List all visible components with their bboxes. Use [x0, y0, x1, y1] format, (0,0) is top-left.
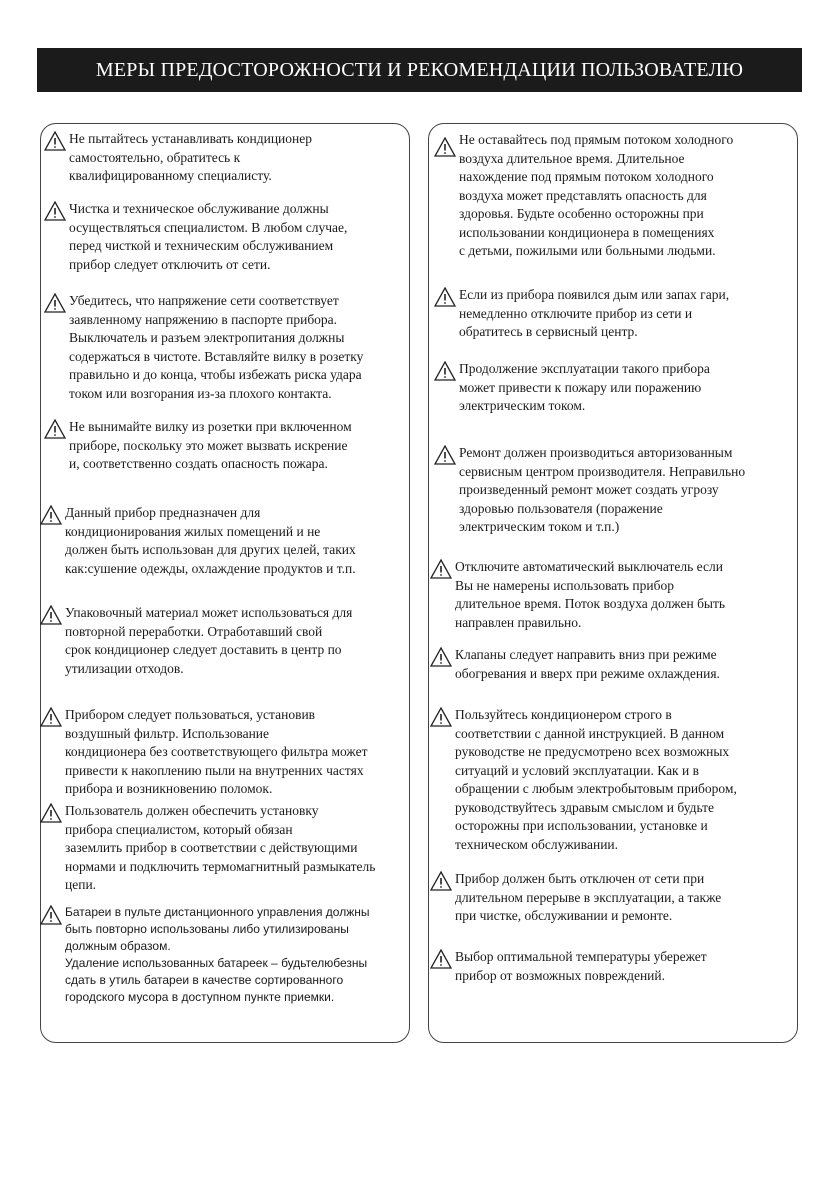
right-item-7-text: Пользуйтесь кондиционером строго в соответствии с данной инструкцией. В данном руководстве не предусмотрено всех возможных ситуаций и условий эксплуатации. Как и в обращении с любым электробытовым прибором, руководствуйтесь здравым смыслом и будьте осторожны при использовании, установке и техническом обслуживании. — [455, 707, 737, 852]
right-item-1 — [434, 131, 800, 261]
left-item-1 — [44, 130, 404, 186]
warning-triangle-icon — [430, 707, 452, 727]
warning-triangle-icon — [434, 361, 456, 381]
warning-triangle-icon — [40, 905, 62, 925]
left-item-6-text: Упаковочный материал может использоваться для повторной переработки. Отработавший свой срок кондиционер следует доставить в центр по утилизации отходов. — [65, 605, 353, 676]
right-item-1-text: Не оставайтесь под прямым потоком холодного воздуха длительное время. Длительное нахождение под прямым потоком холодного воздуха может представлять опасность для здоровья. Будьте особенно осторожны при использовании кондиционера в помещениях с детьми, пожилыми или больными людьми. — [459, 132, 734, 258]
warning-triangle-icon — [430, 871, 452, 891]
left-item-7 — [40, 706, 406, 799]
warning-triangle-icon — [40, 707, 62, 727]
left-item-8 — [40, 802, 408, 895]
left-item-7-text: Прибором следует пользоваться, установив воздушный фильтр. Использование кондиционера без соответствующего фильтра может привести к накоплению пыли на внутренних частях прибора и возникновению поломок. — [65, 707, 368, 796]
left-item-9-text: Батареи в пульте дистанционного управления должны быть повторно использованы либо утилизированы должным образом. Удаление использованных батареек – будьтелюбезны сдать в утиль батареи в качестве сортированного городского мусора в доступном пункте приемки. — [65, 905, 370, 1004]
warning-triangle-icon — [430, 559, 452, 579]
left-item-5-text: Данный прибор предназначен для кондиционирования жилых помещений и не должен быть использован для других целей, таких как:сушение одежды, охлаждение продуктов и т.п. — [65, 505, 356, 576]
right-item-2-text: Если из прибора появился дым или запах гари, немедленно отключите прибор из сети и обратитесь в сервисный центр. — [459, 287, 730, 339]
warning-triangle-icon — [44, 419, 66, 439]
left-item-1-text: Не пытайтесь устанавливать кондиционер самостоятельно, обратитесь к квалифицированному специалисту. — [69, 131, 312, 183]
right-item-8-text: Прибор должен быть отключен от сети при длительном перерыве в эксплуатации, а также при чистке, обслуживании и ремонте. — [455, 871, 722, 923]
left-item-4 — [44, 418, 406, 474]
left-item-3-text: Убедитесь, что напряжение сети соответствует заявленному напряжению в паспорте прибора. Выключатель и разъем электропитания должны содержаться в чистоте. Вставляйте вилку в розетку правильно и до конца, чтобы избежать риска удара током или возгорания из-за плохого контакта. — [69, 293, 364, 401]
warning-triangle-icon — [434, 445, 456, 465]
left-item-6 — [40, 604, 406, 678]
page-title: МЕРЫ ПРЕДОСТОРОЖНОСТИ И РЕКОМЕНДАЦИИ ПОЛЬЗОВАТЕЛЮ — [95, 58, 744, 81]
left-item-2 — [44, 200, 406, 274]
right-item-3-text: Продолжение эксплуатации такого прибора может привести к пожару или поражению электрическим током. — [459, 361, 710, 413]
warning-triangle-icon — [434, 287, 456, 307]
left-item-3 — [44, 292, 412, 403]
right-item-2 — [434, 286, 800, 342]
warning-triangle-icon — [40, 803, 62, 823]
right-item-7 — [430, 706, 800, 854]
right-item-8 — [430, 870, 800, 926]
warning-triangle-icon — [44, 201, 66, 221]
right-item-4 — [434, 444, 804, 537]
warning-triangle-icon — [44, 293, 66, 313]
right-item-4-text: Ремонт должен производиться авторизованным сервисным центром производителя. Неправильно произведенный ремонт может создать угрозу здоровью пользователя (поражение электрическим током и т.п.) — [459, 445, 746, 534]
page-header — [37, 48, 802, 92]
warning-triangle-icon — [434, 137, 456, 157]
warning-triangle-icon — [40, 605, 62, 625]
left-item-2-text: Чистка и техническое обслуживание должны осуществляться специалистом. В любом случае, перед чисткой и техническим обслуживанием прибор следует отключить от сети. — [69, 201, 348, 272]
left-item-8-text: Пользователь должен обеспечить установку прибора специалистом, который обязан заземлить прибор в соответствии с действующими нормами и подключить термомагнитный размыкатель цепи. — [65, 803, 376, 892]
right-item-5-text: Отключите автоматический выключатель если Вы не намерены использовать прибор длительное время. Поток воздуха должен быть направлен правильно. — [455, 559, 726, 630]
right-item-9 — [430, 948, 800, 985]
right-item-5 — [430, 558, 800, 632]
right-item-3 — [434, 360, 800, 416]
right-item-6-text: Клапаны следует направить вниз при режиме обогревания и вверх при режиме охлаждения. — [455, 647, 720, 681]
warning-triangle-icon — [40, 505, 62, 525]
right-item-6 — [430, 646, 800, 683]
left-item-5 — [40, 504, 406, 578]
warning-triangle-icon — [430, 647, 452, 667]
warning-triangle-icon — [430, 949, 452, 969]
right-item-9-text: Выбор оптимальной температуры убережет прибор от возможных повреждений. — [455, 949, 707, 983]
left-item-4-text: Не вынимайте вилку из розетки при включенном приборе, поскольку это может вызвать искрение и, соответственно создать опасность пожара. — [69, 419, 352, 471]
left-item-9 — [40, 904, 408, 1006]
warning-triangle-icon — [44, 131, 66, 151]
